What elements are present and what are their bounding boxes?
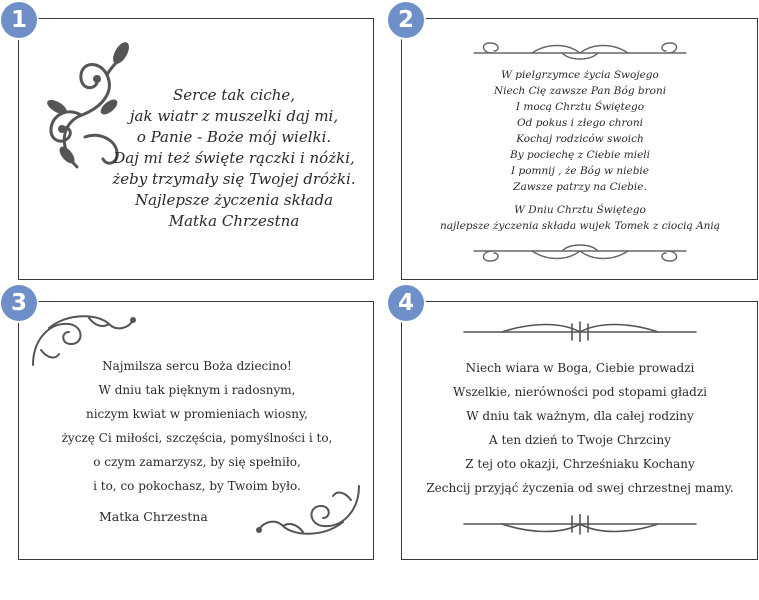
card-4 xyxy=(401,301,758,560)
verse-line: A ten dzień to Twoje Chrzciny xyxy=(488,433,672,447)
verse-line: o Panie - Boże mój wielki. xyxy=(136,128,332,146)
verse-line: Kochaj rodziców swoich xyxy=(516,133,644,145)
verse-line: Najmilsza sercu Boża dziecino! xyxy=(102,359,292,373)
verse-line: Zawsze patrzy na Ciebie. xyxy=(513,181,647,193)
card-number-badge: 4 xyxy=(388,285,424,321)
card-2-verse xyxy=(422,67,738,234)
verse-line: życzę Ci miłości, szczęścia, pomyślności i to, xyxy=(61,431,333,445)
verse-line: i to, co pokochasz, by Twoim było. xyxy=(93,479,301,493)
verse-line: Z tej oto okazji, Chrześniaku Kochany xyxy=(465,457,695,471)
verse-line: Wszelkie, nierówności pod stopami gładzi xyxy=(452,385,708,399)
card-4-verse xyxy=(414,356,746,500)
verse-line: Niech Cię zawsze Pan Bóg broni xyxy=(493,85,667,97)
card-3-verse xyxy=(45,354,349,498)
verse-line: Niech wiara w Boga, Ciebie prowadzi xyxy=(465,361,695,375)
verse-line: Serce tak ciche, xyxy=(172,86,296,104)
verse-line: o czym zamarzysz, by się spełniło, xyxy=(93,455,301,469)
verse-line: Najlepsze życzenia składa xyxy=(134,191,334,209)
scroll-divider-icon xyxy=(472,39,688,63)
verse-line: By pociechę z Ciebie mieli xyxy=(509,149,651,161)
line-divider-icon xyxy=(462,514,698,536)
card-3 xyxy=(18,301,374,560)
card-number-badge: 1 xyxy=(1,2,37,38)
verse-line: Zechcij przyjąć życzenia od swej chrzestnej mamy. xyxy=(426,481,734,495)
flourish-corner-icon xyxy=(245,480,363,542)
card-1 xyxy=(18,18,374,280)
verse-line: W dniu tak pięknym i radosnym, xyxy=(98,383,296,397)
card-number-badge: 3 xyxy=(1,285,37,321)
line-divider-icon xyxy=(462,320,698,342)
verse-line: W dniu tak ważnym, dla całej rodziny xyxy=(466,409,694,423)
card-number-badge: 2 xyxy=(388,2,424,38)
signature: Matka Chrzestna xyxy=(99,509,208,524)
card-1-verse xyxy=(109,85,359,232)
verse-line: I mocą Chrztu Świętego xyxy=(515,101,645,113)
verse-line: niczym kwiat w promieniach wiosny, xyxy=(85,407,308,421)
verse-line: Daj mi też święte rączki i nóżki, xyxy=(113,149,355,167)
scroll-divider-icon xyxy=(472,241,688,265)
verse-footer-line: najlepsze życzenia składa wujek Tomek z ciocią Anią xyxy=(439,220,721,232)
verse-line: Matka Chrzestna xyxy=(168,212,300,230)
verse-line: Od pokus i złego chroni xyxy=(517,117,643,129)
verse-line: I pomnij , że Bóg w niebie xyxy=(510,165,649,177)
verse-line: jak wiatr z muszelki daj mi, xyxy=(129,107,339,125)
verse-line: W pielgrzymce życia Swojego xyxy=(501,69,659,81)
card-2 xyxy=(401,18,758,280)
verse-line: żeby trzymały się Twojej dróżki. xyxy=(112,170,356,188)
verse-footer-line: W Dniu Chrztu Świętego xyxy=(514,204,646,216)
